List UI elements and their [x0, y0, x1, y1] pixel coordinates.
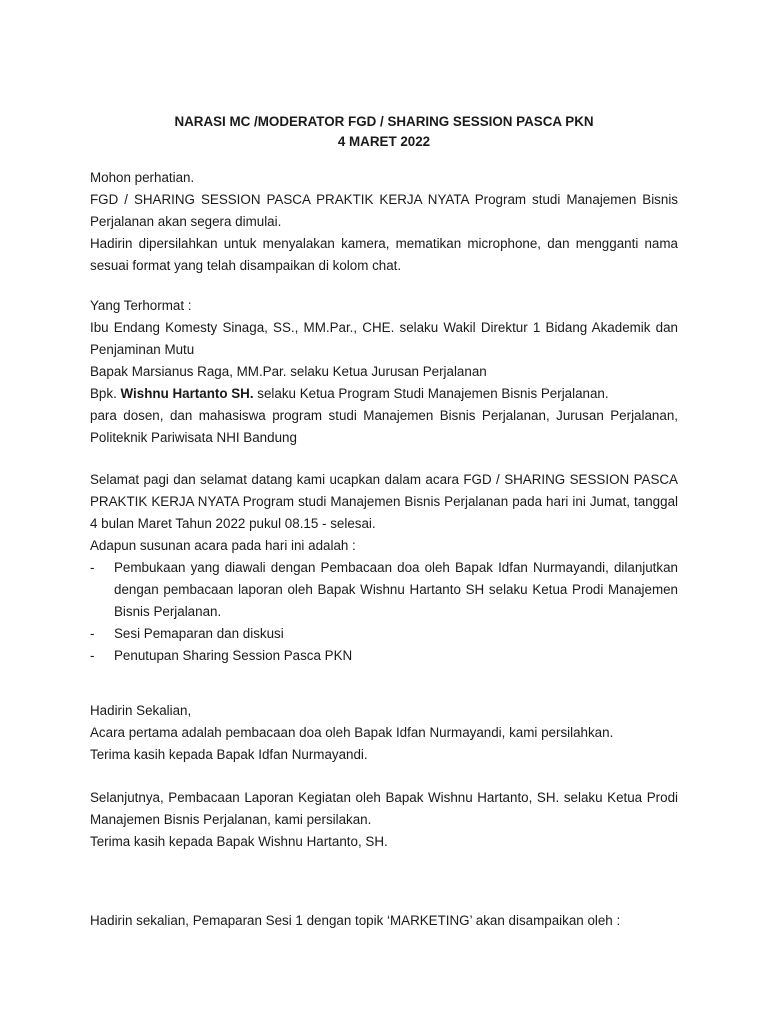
- document-title: [90, 112, 678, 152]
- session1-line-1: Hadirin sekalian, Pemaparan Sesi 1 dengan topik ‘MARKETING’ akan disampaikan oleh :: [90, 913, 621, 928]
- agenda-item-text: Sesi Pemaparan dan diskusi: [114, 626, 284, 641]
- respected-item-3-name: Wishnu Hartanto SH.: [120, 386, 254, 401]
- prayer-line-2: Acara pertama adalah pembacaan doa oleh Bapak Idfan Nurmayandi, kami persilahkan.: [90, 725, 614, 740]
- agenda-dash: -: [90, 560, 95, 575]
- title-line-2: 4 MARET 2022: [337, 134, 431, 149]
- opening-line-1: Mohon perhatian.: [90, 170, 195, 185]
- agenda-item: [90, 645, 678, 667]
- welcome-text: Selamat pagi dan selamat datang kami ucapkan dalam acara FGD / SHARING SESSION PASCA PRAKTIK KERJA NYATA Program studi Manajemen Bisnis Perjalanan pada hari ini Jumat, tanggal 4 bulan Maret Tahun 2022 pukul 08.15 - selesai.: [90, 472, 678, 531]
- respected-item-2: Bapak Marsianus Raga, MM.Par. selaku Ketua Jurusan Perjalanan: [90, 364, 487, 379]
- session1-section: [90, 910, 678, 932]
- report-section: [90, 787, 678, 853]
- agenda-item-text: Penutupan Sharing Session Pasca PKN: [114, 648, 353, 663]
- prayer-line-1: Hadirin Sekalian,: [90, 703, 192, 718]
- respected-heading: Yang Terhormat :: [90, 298, 192, 313]
- prayer-section: [90, 700, 678, 766]
- agenda-item: [90, 557, 678, 623]
- respected-item-3: [90, 383, 678, 405]
- report-line-1: Selanjutnya, Pembacaan Laporan Kegiatan oleh Bapak Wishnu Hartanto, SH. selaku Ketua Prodi Manajemen Bisnis Perjalanan, kami persilakan.: [90, 790, 678, 827]
- title-line-1: NARASI MC /MODERATOR FGD / SHARING SESSION PASCA PKN: [174, 114, 594, 129]
- prayer-line-3: Terima kasih kepada Bapak Idfan Nurmayandi.: [90, 747, 368, 762]
- welcome-section: [90, 469, 678, 557]
- agenda-dash: -: [90, 648, 95, 663]
- respected-section: [90, 295, 678, 449]
- respected-item-3-suffix: selaku Ketua Program Studi Manajemen Bisnis Perjalanan.: [253, 386, 609, 401]
- agenda-intro: Adapun susunan acara pada hari ini adalah :: [90, 538, 356, 553]
- agenda-item-text: Pembukaan yang diawali dengan Pembacaan doa oleh Bapak Idfan Nurmayandi, dilanjutkan dengan pembacaan laporan oleh Bapak Wishnu Hartanto SH selaku Ketua Prodi Manajemen Bisnis Perjalanan.: [114, 560, 678, 619]
- agenda-item: [90, 623, 678, 645]
- report-line-2: Terima kasih kepada Bapak Wishnu Hartanto, SH.: [90, 834, 388, 849]
- opening-line-2: FGD / SHARING SESSION PASCA PRAKTIK KERJA NYATA Program studi Manajemen Bisnis Perjalanan akan segera dimulai.: [90, 192, 678, 229]
- opening-section: [90, 167, 678, 277]
- agenda-list: [90, 557, 678, 667]
- opening-line-3: Hadirin dipersilahkan untuk menyalakan kamera, mematikan microphone, dan mengganti nama sesuai format yang telah disampaikan di kolom chat.: [90, 236, 678, 273]
- respected-item-1: Ibu Endang Komesty Sinaga, SS., MM.Par., CHE. selaku Wakil Direktur 1 Bidang Akademik dan Penjaminan Mutu: [90, 320, 678, 357]
- agenda-dash: -: [90, 626, 95, 641]
- respected-item-3-prefix: Bpk.: [90, 386, 121, 401]
- respected-item-4: para dosen, dan mahasiswa program studi Manajemen Bisnis Perjalanan, Jurusan Perjalanan, Politeknik Pariwisata NHI Bandung: [90, 408, 678, 445]
